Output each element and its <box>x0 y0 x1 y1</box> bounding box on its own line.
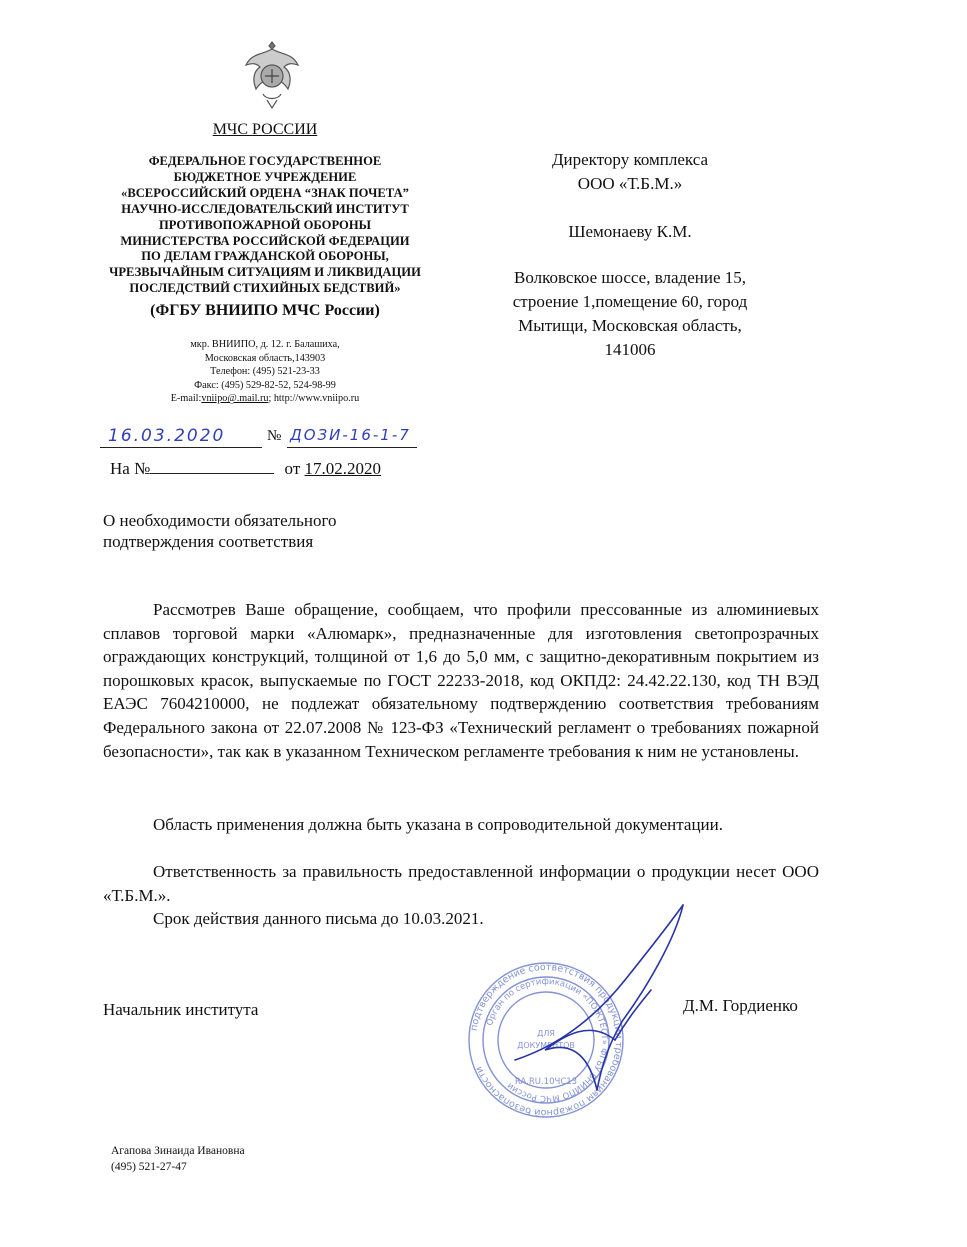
reply-reference: На № от 17.02.2020 <box>110 459 382 478</box>
signer-name: Д.М. Гордиенко <box>683 996 798 1015</box>
body-paragraph-3: Ответственность за правильность предоставленной информации о продукции несет ООО «Т.Б.М.». <box>103 862 819 905</box>
number-sign: № <box>267 428 282 444</box>
phone-line: Телефон: (495) 521-23-33 <box>210 366 320 378</box>
address-line-2: Московская область,143903 <box>204 352 326 364</box>
body-paragraph-4: Срок действия данного письма до 10.03.2021. <box>153 909 484 928</box>
email-web-line: E-mail:vniipo@.mail.ru; http://www.vniipo.ru <box>170 393 360 405</box>
handwritten-signature-icon <box>505 900 690 1100</box>
svg-text:подтверждение соответствия про: подтверждение соответствия продукции требованиям пожарной безопасности <box>468 961 625 1119</box>
organization-full-name: ФЕДЕРАЛЬНОЕ ГОСУДАРСТВЕННОЕ БЮДЖЕТНОЕ УЧРЕЖДЕНИЕ «ВСЕРОССИЙСКИЙ ОРДЕНА “ЗНАК ПОЧЕТА” НАУЧНО-ИССЛЕДОВАТЕЛЬСКИЙ ИНСТИТУТ ПРОТИВОПОЖАРНОЙ ОБОРОНЫ МИНИСТЕРСТВА РОССИЙСКОЙ ФЕДЕРАЦИИ ПО ДЕЛАМ ГРАЖДАНСКОЙ ОБОРОНЫ, ЧРЕЗВЫЧАЙНЫМ СИТУАЦИЯМ И ЛИКВИДАЦИИ ПОСЛЕДСТВИЙ СТИХИЙНЫХ БЕДСТВИЙ» <box>109 154 421 296</box>
organization-short-name: (ФГБУ ВНИИПО МЧС России) <box>150 302 380 319</box>
addressee-address: Волковское шоссе, владение 15, строение 1,помещение 60, город Мытищи, Московская область, 141006 <box>512 268 748 359</box>
reply-date: 17.02.2020 <box>304 459 382 478</box>
svg-text:ДОКУМЕНТОВ: ДОКУМЕНТОВ <box>517 1041 575 1050</box>
svg-text:RA.RU.10ЧС13: RA.RU.10ЧС13 <box>514 1077 578 1087</box>
outgoing-date: 16.03.2020 <box>108 426 226 446</box>
executor-info <box>111 1144 245 1175</box>
svg-text:ДЛЯ: ДЛЯ <box>537 1029 555 1038</box>
addressee-name: Шемонаеву К.М. <box>568 222 692 241</box>
body-paragraph-2: Область применения должна быть указана в сопроводительной документации. <box>153 815 723 834</box>
ministry-name: МЧС РОССИИ <box>212 121 318 138</box>
date-underline <box>100 447 262 448</box>
letter-subject: О необходимости обязательного подтверждения соответствия <box>103 511 337 551</box>
organization-contacts <box>120 338 410 406</box>
executor-name: Агапова Зинаида Ивановна <box>111 1145 245 1157</box>
addressee-position: Директору комплекса ООО «Т.Б.М.» <box>551 150 709 193</box>
body-paragraph-1: Рассмотрев Ваше обращение, сообщаем, что профили прессованные из алюминиевых сплавов торговой марки «Алюмарк», предназначенные для изготовления светопрозрачных ограждающих конструкций, толщиной от 1,6 до 5,0 мм, с защитно-декоративным покрытием из порошковых красок, выпускаемые по ГОСТ 22233-2018, код ОКПД2: 24.42.22.130, код ТН ВЭД ЕАЭС 7604210000, не подлежат обязательному подтверждению соответствия требованиям Федерального закона от 22.07.2008 № 123-ФЗ «Технический регламент о требованиях пожарной безопасности», так как в указанном Техническом регламенте требования к ним не установлены. <box>103 600 819 761</box>
executor-phone: (495) 521-27-47 <box>111 1160 187 1173</box>
number-underline <box>287 447 417 448</box>
signer-title: Начальник института <box>103 1000 259 1019</box>
mchs-emblem-icon <box>243 36 301 112</box>
svg-text:Орган по сертификации «ПОЖТЕСТ: Орган по сертификации «ПОЖТЕСТ» ФГБУ ВНИИПО МЧС России <box>484 976 610 1104</box>
outgoing-number: ДОЗИ-16-1-7 <box>290 426 411 444</box>
email-link[interactable]: vniipo@.mail.ru <box>201 393 269 405</box>
reply-number-blank <box>150 459 274 474</box>
fax-line: Факс: (495) 529-82-52, 524-98-99 <box>194 379 336 391</box>
address-line-1: мкр. ВНИИПО, д. 12. г. Балашиха, <box>190 339 340 350</box>
